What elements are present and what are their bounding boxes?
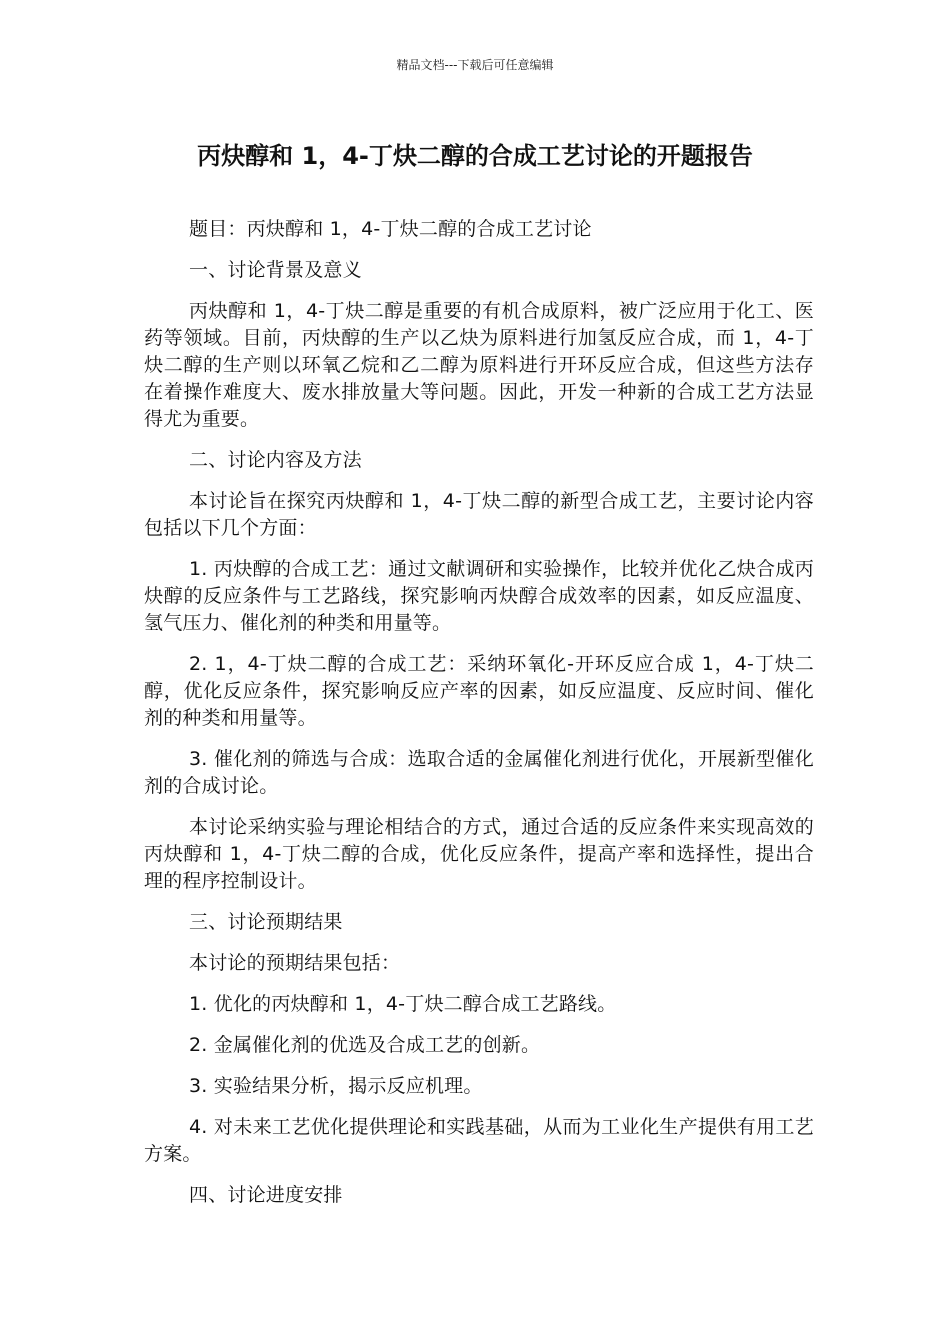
content-item-2: 2. 1，4-丁炔二醇的合成工艺：采纳环氧化-开环反应合成 1，4-丁炔二醇，优化反应条件，探究影响反应产率的因素，如反应温度、反应时间、催化剂的种类和用量等。 <box>144 653 814 729</box>
document-body <box>144 216 814 1223</box>
section-heading-background: 一、讨论背景及意义 <box>189 259 362 281</box>
document-title: 丙炔醇和 1，4-丁炔二醇的合成工艺讨论的开题报告 <box>197 142 753 170</box>
background-paragraph: 丙炔醇和 1，4-丁炔二醇是重要的有机合成原料，被广泛应用于化工、医药等领域。目前，丙炔醇的生产以乙炔为原料进行加氢反应合成，而 1，4-丁炔二醇的生产则以环氧乙烷和乙二醇为原料进行开环反应合成，但这些方法存在着操作难度大、废水排放量大等问题。因此，开发一种新的合成工艺方法显得尤为重要。 <box>144 300 814 430</box>
content-intro-paragraph: 本讨论旨在探究丙炔醇和 1，4-丁炔二醇的新型合成工艺，主要讨论内容包括以下几个方面： <box>144 490 814 539</box>
result-item-2: 2. 金属催化剂的优选及合成工艺的创新。 <box>189 1034 541 1056</box>
section-heading-expected-results: 三、讨论预期结果 <box>189 911 343 933</box>
header-note: 精品文档---下载后可任意编辑 <box>396 58 554 72</box>
results-intro-paragraph: 本讨论的预期结果包括： <box>189 952 401 974</box>
result-item-3: 3. 实验结果分析，揭示反应机理。 <box>189 1075 483 1097</box>
content-item-3: 3. 催化剂的筛选与合成：选取合适的金属催化剂进行优化，开展新型催化剂的合成讨论。 <box>144 748 814 797</box>
section-heading-content-methods: 二、讨论内容及方法 <box>189 449 362 471</box>
section-heading-schedule: 四、讨论进度安排 <box>189 1184 343 1206</box>
methods-paragraph: 本讨论采纳实验与理论相结合的方式，通过合适的反应条件来实现高效的丙炔醇和 1，4-丁炔二醇的合成，优化反应条件，提高产率和选择性，提出合理的程序控制设计。 <box>144 816 814 892</box>
subject-line: 题目：丙炔醇和 1，4-丁炔二醇的合成工艺讨论 <box>189 218 592 240</box>
content-item-1: 1. 丙炔醇的合成工艺：通过文献调研和实验操作，比较并优化乙炔合成丙炔醇的反应条件与工艺路线，探究影响丙炔醇合成效率的因素，如反应温度、氢气压力、催化剂的种类和用量等。 <box>144 558 814 634</box>
result-item-4: 4. 对未来工艺优化提供理论和实践基础，从而为工业化生产提供有用工艺方案。 <box>144 1116 814 1165</box>
result-item-1: 1. 优化的丙炔醇和 1，4-丁炔二醇合成工艺路线。 <box>189 993 617 1015</box>
